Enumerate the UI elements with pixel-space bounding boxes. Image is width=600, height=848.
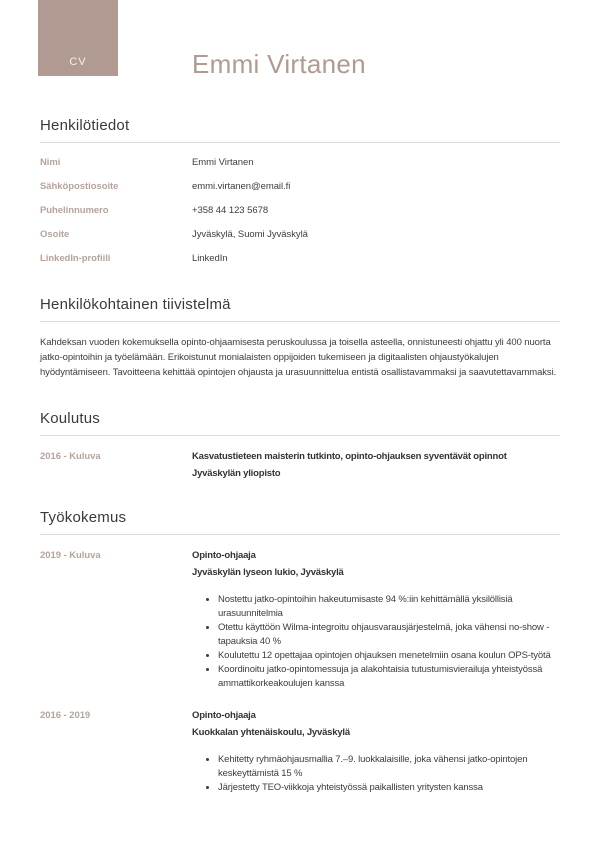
- bullet-item: • Järjestetty TEO-viikkoja yhteistyössä paikallisten yritysten kanssa: [218, 781, 560, 795]
- experience-1-bullets: [192, 593, 560, 691]
- info-row-phone: [40, 205, 560, 216]
- section-summary: [40, 296, 560, 380]
- summary-heading: Henkilökohtainen tiivistelmä: [40, 296, 560, 322]
- bullet-item: • Nostettu jatko-opintoihin hakeutumisaste 94 %:iin kehittämällä yksilöllisiä urasuunnitelmia: [218, 593, 560, 621]
- section-experience: [40, 509, 560, 795]
- info-label-linkedin: LinkedIn-profiili: [40, 253, 111, 264]
- experience-2-title: Opinto-ohjaaja: [192, 710, 256, 721]
- linkedin-link[interactable]: LinkedIn: [192, 253, 228, 264]
- experience-2-body: [192, 708, 560, 795]
- bullet-item: • Koulutettu 12 opettajaa opintojen ohjauksen menetelmiin osana koulun OPS-työtä: [218, 649, 560, 663]
- info-label-email: Sähköpostiosoite: [40, 181, 119, 192]
- info-value-email: emmi.virtanen@email.fi: [192, 181, 291, 192]
- education-entry: [40, 449, 560, 482]
- experience-entry-1: [40, 548, 560, 691]
- bullet-item: • Koordinoitu jatko-opintomessuja ja alakohtaisia tutustumisvierailuja yhteistyössä ammattikorkeakoulujen kanssa: [218, 663, 560, 691]
- info-row-email: [40, 181, 560, 192]
- experience-2-bullets: [192, 753, 560, 795]
- info-value-address: Jyväskylä, Suomi Jyväskylä: [192, 229, 308, 240]
- info-label-phone: Puhelinnumero: [40, 205, 109, 216]
- experience-1-body: [192, 548, 560, 691]
- bullet-item: • Otettu käyttöön Wilma-integroitu ohjausvarausjärjestelmä, joka vähensi no-show -tapauksia 40 %: [218, 621, 560, 649]
- education-entry-body: [192, 449, 560, 482]
- experience-1-period: 2019 - Kuluva: [40, 550, 101, 561]
- cv-badge-label: CV: [69, 56, 87, 68]
- education-degree: Kasvatustieteen maisterin tutkinto, opinto-ohjauksen syventävät opinnot: [192, 451, 507, 462]
- personal-info-heading: Henkilötiedot: [40, 117, 560, 143]
- info-value-name: Emmi Virtanen: [192, 157, 254, 168]
- info-label-address: Osoite: [40, 229, 70, 240]
- info-value-phone: +358 44 123 5678: [192, 205, 269, 216]
- personal-info-rows: [40, 157, 560, 264]
- education-period: 2016 - Kuluva: [40, 451, 101, 462]
- info-row-name: [40, 157, 560, 168]
- info-label-name: Nimi: [40, 157, 61, 168]
- education-institution: Jyväskylän yliopisto: [192, 467, 281, 479]
- cv-header: [40, 0, 560, 86]
- section-personal-info: [40, 117, 560, 264]
- info-row-address: [40, 229, 560, 240]
- cv-badge: [38, 0, 118, 76]
- page-title: Emmi Virtanen: [192, 49, 366, 79]
- experience-entry-2: [40, 708, 560, 795]
- info-row-linkedin: [40, 253, 560, 264]
- experience-2-organization: Kuokkalan yhtenäiskoulu, Jyväskylä: [192, 726, 350, 738]
- experience-heading: Työkokemus: [40, 509, 560, 535]
- experience-2-period: 2016 - 2019: [40, 710, 91, 721]
- summary-text: Kahdeksan vuoden kokemuksella opinto-ohjaamisesta peruskoulussa ja toisella asteella, onnistuneesti ohjattu yli 400 nuorta jatko-opintoihin ja työelämään. Erikoistunut monialaisten oppijoiden tukemiseen ja digitaalisten ohjaustyökalujen hyödyntämiseen. Tavoitteena kehittää opintojen ohjausta ja urasuunnittelua entistä osallistavammaksi ja saavutettavammaksi.: [40, 337, 557, 378]
- bullet-item: • Kehitetty ryhmäohjausmallia 7.–9. luokkalaisille, joka vähensi jatko-opintojen keskeyttämistä 15 %: [218, 753, 560, 781]
- experience-1-title: Opinto-ohjaaja: [192, 550, 256, 561]
- experience-1-organization: Jyväskylän lyseon lukio, Jyväskylä: [192, 566, 344, 578]
- education-heading: Koulutus: [40, 410, 560, 436]
- section-education: [40, 410, 560, 482]
